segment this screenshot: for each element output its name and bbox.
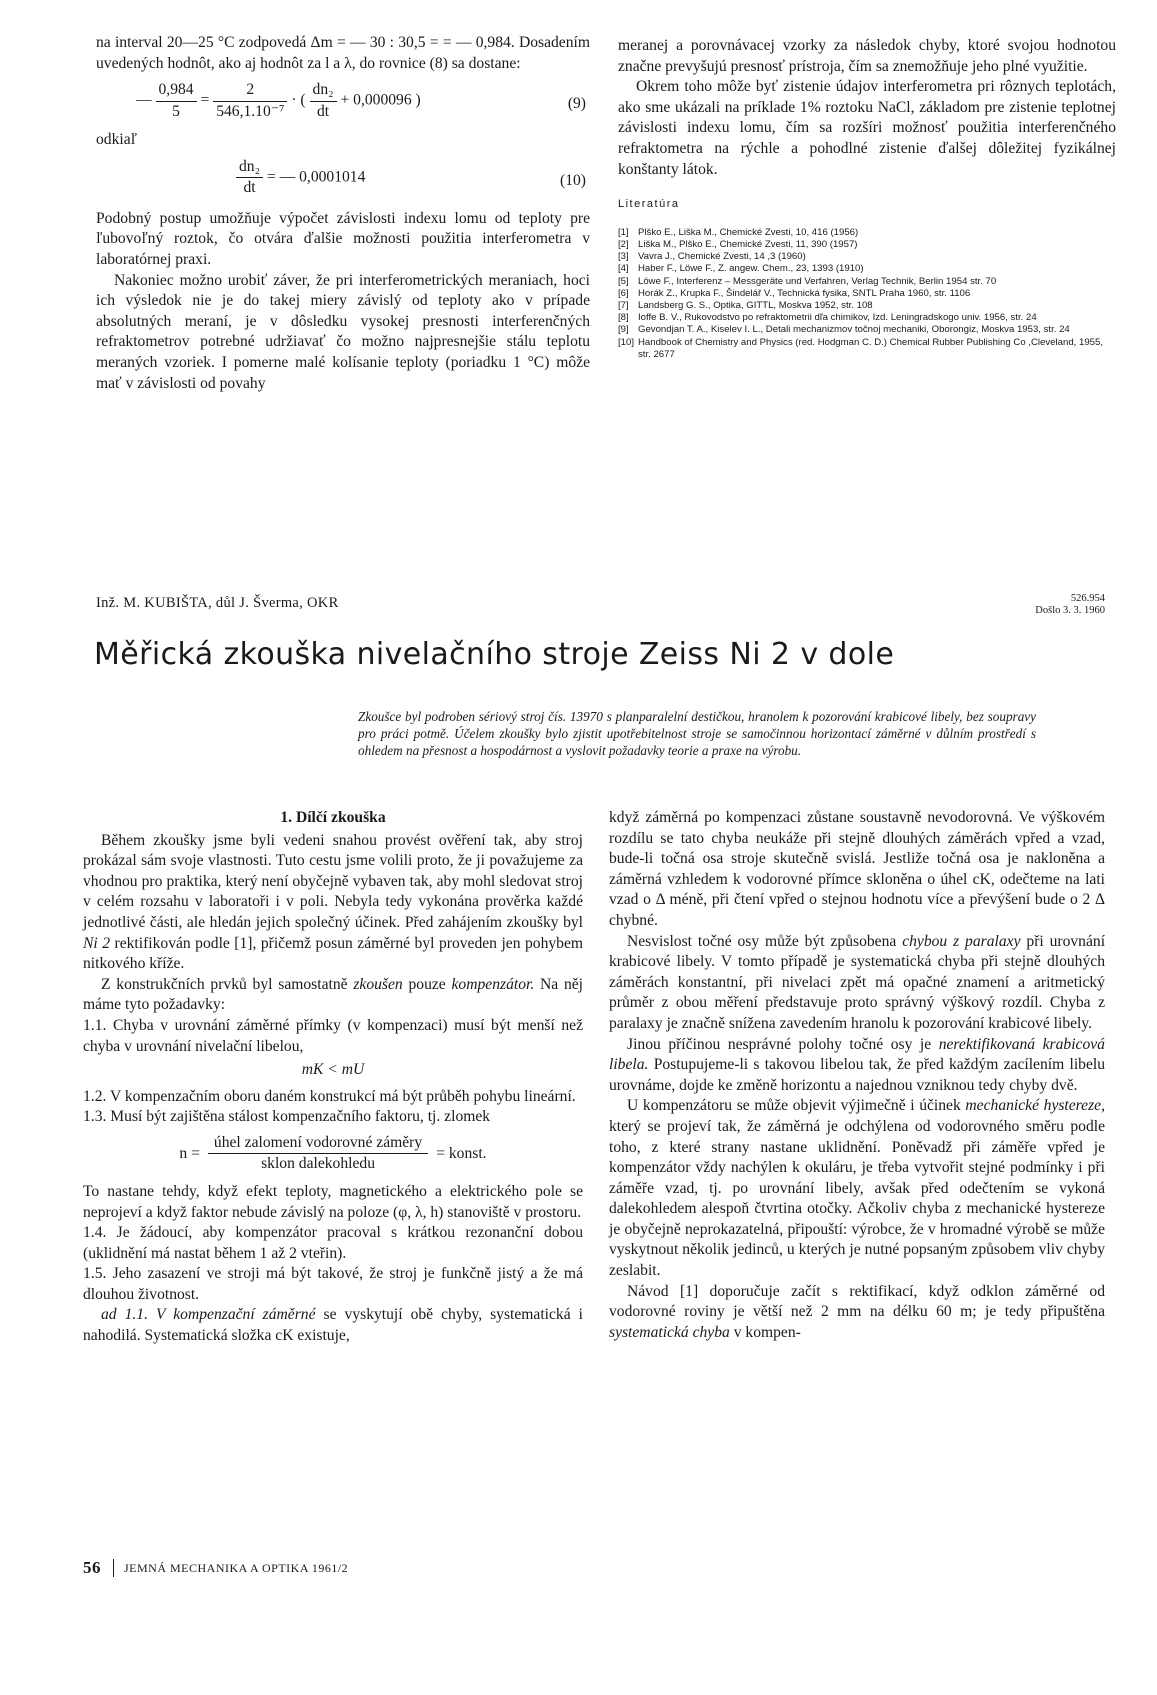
paragraph: odkiaľ: [96, 131, 137, 149]
reference-text: Gevondjan T. A., Kiselev I. L., Detali mechanizmov točnoj mechaniki, Oborongiz, Moskva 1953, str. 24: [638, 324, 1070, 336]
paragraph: Z konstrukčních prvků byl samostatně zkoušen pouze kompenzátor. Na něj máme tyto požadavky:: [83, 975, 584, 1014]
equation-10: $\frac{\text{dn₂}}{dt}$ = — 0,0001014 (10): [96, 157, 590, 201]
reference-item: [618, 324, 1116, 336]
paragraph: když záměrná po kompenzaci zůstane soustavně nevodorovná. Ve výškovém rozdílu se tato chyba neukáže při stejně dlouhých záměrách vpřed a vzad, bude-li točná osa stroje skutečně svislá. Jestliže točná osa je nakloněna a záměrná vzhledem k vodorovné přímce skloněna o úhel cK, odečteme na lati vzad o Δ méně, při čtení vpřed o stejnou hodnotu více a převýšení bude o 2 Δ chybné.: [609, 809, 1105, 929]
reference-item: [618, 239, 1116, 251]
reference-number: [9]: [618, 324, 629, 336]
journal-name: JEMNÁ MECHANIKA A OPTIKA 1961/2: [124, 1560, 349, 1575]
paragraph: ad 1.1. V kompenzační záměrné se vyskytují obě chyby, systematická i nahodilá. Systematická složka cK existuje,: [83, 1306, 583, 1345]
paragraph: Během zkoušky jsme byli vedeni snahou provést ověření tak, aby stroj prokázal sám svoje vlastnosti. Tuto cestu jsme volili proto, že ji považujeme za vhodnou pro praktika, který není obyčejně vybaven tak, aby mohl sledovat stroj v celém rozsahu v laboratoři i v poli. Nebyla tedy vykonána prověrka každé jednotlivé části, ale hledán jejich společný účinek. Před zahájením zkoušky byl Ni 2 rektifikován podle [1], přičemž posun záměrné byl proveden jen pohybem nitkového kříže.: [83, 831, 584, 973]
reference-text: Horák Z., Krupka F., Šindelář V., Technická fysika, SNTL Praha 1960, str. 1106: [638, 287, 971, 299]
reference-item: [618, 276, 1116, 288]
reference-number: [3]: [618, 251, 629, 263]
section-heading: 1. Dílčí zkouška: [280, 809, 386, 826]
reference-text: Liška M., Plško E., Chemické Zvesti, 11, 390 (1957): [638, 238, 858, 250]
reference-item: [618, 312, 1116, 324]
paragraph: Podobný postup umožňuje výpočet závislosti indexu lomu od teploty pre ľubovoľný roztok, čo otvára ďalšie možnosti použitia interferometra v laboratórnej praxi.: [96, 209, 590, 268]
udc-and-received: [1035, 593, 1105, 617]
paragraph: na interval 20—25 °C zodpovedá Δm = — 30 : 30,5 = = — 0,984. Dosadením uvedených hodnôt, ako aj hodnôt za l a λ, do rovnice (8) sa dostane:: [96, 34, 590, 72]
paragraph: meranej a porovnávacej vzorky za následok chyby, ktoré svojou hodnotou značne prevyšujú presnosť prístroja, čím sa znemožňuje jeho plné využitie.: [618, 37, 1116, 75]
paragraph: Okrem toho môže byť zistenie údajov interferometra pri rôznych teplotách, ako sme ukázali na príklade 1% roztoku NaCl, základom pre zistenie teplotnej závislosti indexu lomu, čím sa rozšíri možnosť použitia interferenčného refraktometra na rýchle a pohodlné zistenie ďalšej dôležitej fyzikálnej konštanty látok.: [618, 78, 1116, 178]
inequality: mK < mU: [301, 1061, 365, 1079]
equation-9: — $\frac{0,984}{5}$ = $\frac{2}{\text{546,1.10⁻⁷}}$ · ( $\frac{\text{dn₂}}{dt}$ + 0,000096 ) (9): [136, 81, 586, 120]
paragraph: Nakoniec možno urobiť záver, že pri interferometrických meraniach, hoci ich výsledok nie je do takej miery závislý od teploty ako v prípade absolutných meraní, je v dôsledku vysokej presnosti interferenčných refraktometrov potrebné udržiavať čo možno najpresnejšie stálu teplotu meraných vzoriek. I pomerne malé kolísanie teploty (poriadku 1 °C) môže mať v závislosti od povahy: [96, 271, 590, 392]
requirement-1-5: 1.5. Jeho zasazení ve stroji má být takové, že stroj je funkčně jistý a že má dlouhou životnost.: [83, 1265, 583, 1303]
reference-item: [618, 251, 1116, 263]
reference-item: [618, 227, 1116, 239]
reference-number: [4]: [618, 263, 629, 275]
reference-number: [10]: [618, 336, 635, 348]
paragraph: Nesvislost točné osy může být způsobena chybou z paralaxy při urovnání krabicové libely. V tomto případě je systematická chyba při stejně dlouhých záměrách konstantní, při nivelaci zpět má opačné znamení a aritmetický průměr z obou měření představuje proto správný výškový rozdíl. Chyba z paralaxy je značně snížena zavedením hranolu k pozorování krabicové libely.: [609, 932, 1106, 1032]
author-line: Inž. M. KUBIŠTA, důl J. Šverma, OKR: [96, 595, 339, 611]
paragraph: Jinou příčinou nesprávné polohy točné osy je nerektifikovaná krabicová libela. Postupujeme-li s takovou libelou tak, že před každým zacílením libelu urovnáme, dojde ke změně horizontu a najednou vzniknou tedy chyby dvě.: [609, 1035, 1106, 1094]
compensation-factor-equation: n = $\frac{\text{úhel zalomení vodorovné záměry}}{\text{sklon dalekohledu}}$ = konst.: [179, 1133, 487, 1173]
page-footer: [83, 1558, 348, 1578]
main-right-column: [609, 808, 1105, 1343]
equation-number: (9): [567, 95, 586, 113]
reference-item: [618, 263, 1116, 275]
reference-text: Landsberg G. S., Optika, GITTL, Moskva 1952, str. 108: [638, 299, 873, 311]
reference-number: [7]: [618, 299, 629, 311]
top-left-column: [96, 33, 590, 394]
article-title: Měřická zkouška nivelačního stroje Zeiss Ni 2 v dole: [94, 637, 895, 672]
paragraph: To nastane tehdy, když efekt teploty, magnetického a elektrického pole se neprojeví a když faktor nebude závislý na poloze (φ, λ, h) stanoviště v prostoru.: [83, 1182, 583, 1221]
reference-item: [618, 300, 1116, 312]
reference-number: [5]: [618, 275, 629, 287]
abstract: Zkoušce byl podroben sériový stroj čís. 13970 s planparalelní destičkou, hranolem k pozorování krabicové libely, bez soupravy pro práci potmě. Účelem zkoušky bylo zjistit upotřebitelnost stroje se samočinnou horizontací záměrné v důlním prostředí s ohledem na přesnost a hospodárnost a vyslovit požadavky teorie a praxe na výrobu.: [358, 709, 1036, 758]
reference-item: [618, 337, 1116, 361]
requirement-1-2: 1.2. V kompenzačním oboru daném konstrukcí má být průběh pohybu lineární.: [83, 1087, 576, 1105]
reference-number: [6]: [618, 287, 629, 299]
references-list: [618, 227, 1116, 361]
requirement-1-1: 1.1. Chyba v urovnání záměrné přímky (v kompenzaci) musí být menší než chyba v urovnání nivelační libelou,: [83, 1016, 583, 1055]
paragraph: U kompenzátoru se může objevit výjimečně i účinek mechanické hystereze, který se projeví tak, že záměrná je odchýlena od vodorovného směru podle toho, z které strany nastane uklidnění. Poněvadž při záměře vpřed je kompenzátor vždy nachýlen k okuláru, je třeba vytvořit stejné podmínky i při záměře vzad, tj. po urovnání libely, avšak před odečtením se vykoná dalekohledem alespoň čtvrtina otočky. Ačkoliv chyba z mechanické hystereze je obyčejně neprokazatelná, připouští: výrobce, že v hromadné výrobě se může vyskytnout několik jedinců, u kterých je nutné popsaným způsobem vliv chyby zeslabit.: [609, 1097, 1105, 1280]
reference-number: [2]: [618, 238, 629, 250]
reference-text: Ioffe B. V., Rukovodstvo po refraktometrii dľa chimikov, Izd. Leningradskogo univ. 1956, str. 24: [638, 312, 1037, 324]
reference-text: Haber F., Löwe F., Z. angew. Chem., 23, 1393 (1910): [638, 263, 864, 275]
paragraph: Návod [1] doporučuje začít s rektifikací, když odklon záměrné od vodorovné roviny je větší než 2 mm na délku 60 m; je tedy připuštěna systematická chyba v kompen-: [609, 1282, 1105, 1341]
page-number: 56: [83, 1558, 101, 1577]
main-left-column: [83, 808, 583, 1347]
reference-number: [1]: [618, 226, 629, 238]
reference-text: Löwe F., Interferenz – Messgeräte und Verfahren, Verlag Technik, Berlin 1954 str. 70: [638, 275, 997, 287]
references-heading: Literatúra: [618, 198, 680, 211]
reference-text: Plško E., Liška M., Chemické Zvesti, 10, 416 (1956): [638, 226, 859, 238]
footer-divider: [113, 1559, 114, 1577]
reference-number: [8]: [618, 312, 629, 324]
reference-item: [618, 288, 1116, 300]
requirement-1-4: 1.4. Je žádoucí, aby kompenzátor pracoval s krátkou rezonanční dobou (uklidnění má nastat během 1 až 2 vteřin).: [83, 1224, 583, 1262]
top-right-column: [618, 36, 1116, 361]
received-date: Došlo 3. 3. 1960: [1035, 605, 1105, 616]
equation-number: (10): [560, 171, 586, 189]
requirement-1-3: 1.3. Musí být zajištěna stálost kompenzačního faktoru, tj. zlomek: [83, 1108, 491, 1126]
udc-code: 526.954: [1070, 593, 1105, 604]
reference-text: Handbook of Chemistry and Physics (red. Hodgman C. D.) Chemical Rubber Publishing Co ,Cleveland, 1955, str. 2677: [638, 336, 1103, 360]
reference-text: Vavra J., Chemické Zvesti, 14 ,3 (1960): [638, 251, 806, 263]
